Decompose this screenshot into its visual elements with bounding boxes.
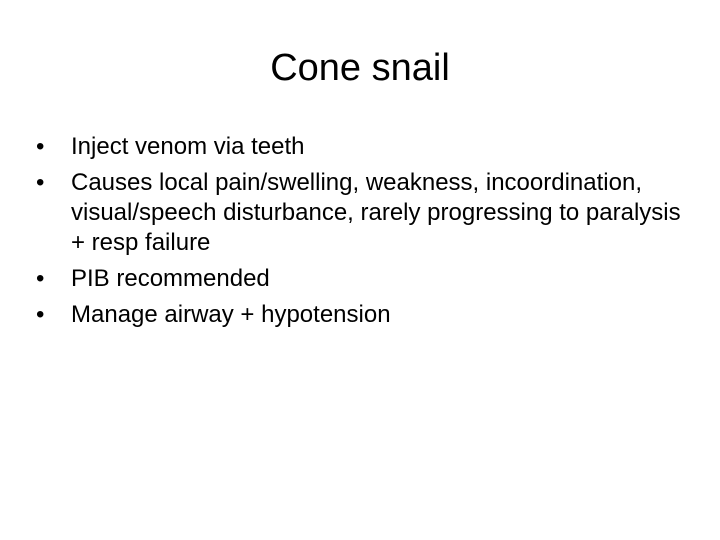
bullet-item (36, 264, 686, 294)
bullet-item (36, 300, 686, 330)
bullet-item (36, 132, 686, 162)
bullet-text: Manage airway + hypotension (71, 301, 391, 328)
bullet-text: PIB recommended (71, 265, 270, 292)
bullet-marker: • (36, 301, 45, 328)
slide-title: Cone snail (270, 47, 450, 89)
bullet-list (36, 132, 686, 336)
bullet-text: Causes local pain/swelling, weakness, incoordination, visual/speech disturbance, rarely progressing to paralysis + resp failure (71, 169, 681, 256)
bullet-marker: • (36, 265, 45, 292)
bullet-marker: • (36, 169, 45, 196)
bullet-marker: • (36, 133, 45, 160)
bullet-text: Inject venom via teeth (71, 133, 305, 160)
bullet-item (36, 168, 686, 258)
